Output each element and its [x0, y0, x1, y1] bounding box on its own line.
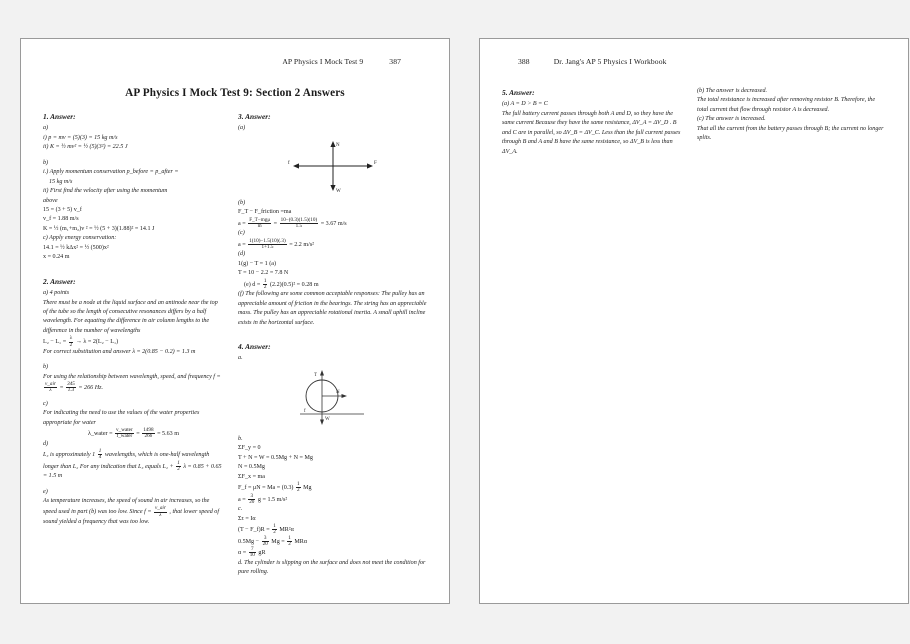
fraction [176, 461, 181, 473]
svg-text:W: W [324, 416, 330, 422]
two-column-body [502, 87, 886, 164]
answer-1-b-i-cont: 15 kg m/s [49, 178, 73, 185]
answer-4-b-eq3: N = 0.5Mg [238, 464, 265, 471]
answer-4-heading: 4. Answer: [238, 341, 271, 351]
svg-text:f: f [303, 408, 306, 414]
two-column-body [43, 111, 427, 585]
fraction-numerator: 1 [288, 534, 291, 541]
fraction [115, 428, 134, 440]
answer-3-e-eq [238, 279, 427, 291]
svg-text:T: T [313, 372, 317, 378]
answer-4-c-eq4 [238, 547, 427, 559]
answer-1-part-b-label: b) [43, 159, 49, 166]
fraction-denominator: m [257, 223, 262, 230]
answer-2-b-label: b) [43, 364, 49, 371]
fraction-denominator: 1+1.5 [261, 244, 274, 251]
answer-4-c3-lhs: 0.5Mg − [238, 538, 260, 545]
answer-3-block [238, 111, 427, 328]
fraction-numerator: λ [69, 335, 73, 342]
column-right [697, 87, 886, 164]
answer-4-b-eq5 [238, 482, 427, 494]
fraction [296, 482, 301, 494]
answer-2-e-part2: , that lower speed of sound yielded a frequency that was too low. [43, 509, 220, 525]
fraction [263, 279, 268, 291]
answer-4-c-eq2 [238, 524, 427, 536]
answer-2-eq-1-rhs: → λ = 2(L₂ − L₁) [75, 339, 119, 346]
answer-4-b-eq2: T + N = W = 0.5Mg + N = Mg [238, 454, 313, 461]
answer-2-b-sentence: For using the relationship between wavelength, speed, and frequency f = [43, 373, 221, 380]
answer-1-block [43, 111, 224, 263]
equals-sign: = [59, 385, 64, 392]
answer-1-eq-3: K = ½ (m₁+m₂)v ² = ½ (5 + 3)(1.88)² = 14.1 J [43, 225, 155, 232]
fraction-numerator: 3 [262, 536, 269, 542]
fraction [287, 536, 292, 548]
fraction [272, 524, 277, 536]
column-left [43, 111, 224, 585]
answer-3-b-result: = 3.67 m/s [320, 220, 347, 227]
fraction-denominator: 2 [177, 465, 180, 472]
free-body-axes-diagram [238, 138, 427, 194]
fraction-denominator: 20 [262, 540, 268, 547]
answer-4-b6-rhs: g = 1.5 m/s² [257, 496, 288, 503]
fraction [69, 336, 74, 348]
answer-4-c-eq1: Στ = Iα [238, 515, 256, 522]
answer-2-c-text: For indicating the need to use the values of the water properties appropriate for water [43, 410, 200, 426]
answer-2-a-label: a) 4 points [43, 290, 70, 297]
answer-4-c2-rhs: MR²α [279, 527, 294, 534]
answer-4-b-eq6 [238, 494, 427, 506]
answer-4-a-label: a. [238, 355, 243, 362]
fraction-denominator: 2 [263, 283, 267, 290]
answer-2-d-part1: L₃ is approximately 1 [43, 451, 96, 458]
answer-4-c3-rhs: MRα [294, 538, 308, 545]
answer-5-c-label: (c) The answer is increased. [697, 116, 766, 123]
answer-1-b-i: i.) Apply momentum conservation p_before = p_after = [43, 169, 179, 176]
answer-2-a-text: There must be a node at the liquid surface and an antinode near the top of the tube so the length of consecutive resonances differs by a half wavelength. For equating the difference in air column lengths to the difference in the number of wavelengths [43, 299, 218, 334]
fraction-denominator: 1.3 [67, 387, 75, 394]
answer-1-b-ii: ii) First find the velocity after using the momentum [43, 188, 168, 195]
book-title: Dr. Jang's AP 5 Physics I Workbook [553, 57, 667, 66]
answer-2-d-label: d) [43, 440, 49, 447]
answer-4-c2-lhs: (T − F_f)R = [238, 527, 270, 534]
answer-1-eq-2: v_f = 1.88 m/s [43, 216, 79, 223]
fraction-denominator: 2 [273, 529, 276, 536]
answer-4-b-eq1: ΣF_y = 0 [238, 445, 261, 452]
answer-2-eq-1 [43, 336, 224, 348]
column-right [238, 111, 427, 585]
answer-5-b-text: The total resistance is increased after removing resistor B. Therefore, the total current that flow through resistor A is decreased. [697, 97, 876, 113]
answer-4-block [238, 341, 427, 578]
answer-4-c3-mid: Mg = [271, 538, 285, 545]
fraction [142, 428, 154, 440]
answer-3-f-text: (f) The following are some common acceptable responses: The pulley has an appreciable amount of friction in the bearings. The string has an appreciable mass. The pulley has an appreciable rotational inertia. A small uphill incline exists in the horizontal surface. [238, 291, 427, 326]
fraction [154, 506, 167, 518]
fraction-numerator: v_air [45, 381, 56, 388]
fraction-denominator: 266 [144, 433, 153, 440]
answer-2-e-part1: As temperature increases, the speed of sound in air increases, so the speed used in part (b) was too low. Since f = [43, 498, 210, 516]
fraction-denominator: 1.5 [295, 223, 303, 230]
fraction-numerator: 1498 [143, 427, 154, 433]
fraction [262, 536, 269, 548]
answer-5-b-label: (b) The answer is decreased. [697, 88, 768, 94]
column-left [502, 87, 683, 164]
answer-3-d-eq2: T = 10 − 2.2 = 7.8 N [238, 270, 289, 277]
page-number-387: 387 [389, 57, 401, 66]
answer-4-b5-rhs: Mg [303, 485, 312, 492]
answer-5-a-label: (a) A = D > B = C [502, 101, 548, 108]
svg-text:N: N [335, 142, 340, 148]
answer-2-c-lhs: λ_water = [88, 430, 113, 437]
answer-2-d-part2: wavelengths, which is one-half wavelength longer than L₂ For any indication that L₃ equals L₂ + [43, 451, 210, 470]
fraction-numerator: 3 [248, 494, 255, 500]
fraction [248, 494, 255, 506]
fraction-denominator: 4 [98, 454, 102, 461]
fraction-numerator: v_water [116, 427, 133, 433]
fraction-denominator: λ [159, 511, 162, 518]
running-head-title: AP Physics I Mock Test 9 [282, 57, 364, 66]
answer-1-part-a-label: a) [43, 125, 49, 132]
answer-3-d-eq1: 1(g) − T = 1 (a) [238, 260, 276, 267]
answer-3-b-lhs: a = [238, 220, 246, 227]
answer-3-a-label: (a) [238, 125, 246, 132]
answer-4-b5-lhs: F_f = μN = Ma = (0.3) [238, 485, 294, 492]
page-387 [20, 38, 450, 604]
answer-2-e-text [43, 497, 224, 527]
equals-sign: = [136, 430, 140, 437]
fraction-numerator: 345 [67, 381, 75, 388]
answer-5-a-text: The full battery current passes through both A and D, so they have the same current Because they have the same resistance, ΔV_A = ΔV_D . B and C are in parallel, so ΔV_B = ΔV_C. Less than the full current passes through B and A and B have the same resistance, so ΔV_B is less than ΔV_A. [502, 110, 681, 155]
answer-4-b-eq4: ΣF_x = ma [238, 473, 265, 480]
page-388 [479, 38, 909, 604]
answer-2-d-part3: λ = 0.85 + 0.65 = 1.5 m [43, 463, 222, 480]
answer-3-d-label: (d) [238, 251, 246, 258]
answer-5-heading: 5. Answer: [502, 88, 535, 97]
svg-text:W: W [335, 188, 341, 194]
fraction [280, 218, 319, 230]
answer-2-c-equation [43, 428, 224, 440]
running-head-left-page [43, 57, 427, 71]
svg-text:f: f [287, 160, 290, 166]
answer-2-d-text [43, 449, 224, 482]
fraction [66, 382, 76, 394]
cylinder-free-body-diagram [238, 368, 427, 430]
answer-1-part-c: c) Apply energy conservation: [43, 235, 117, 242]
answer-3-c-label: (c) [238, 230, 245, 237]
answer-1-heading: 1. Answer: [43, 112, 76, 121]
answer-4-c-label: c. [238, 506, 243, 513]
answer-1-a-ii: ii) K = ½ mv² = ½ (5)(3²) = 22.5 J [43, 144, 128, 151]
answer-2-e-label: e) [43, 488, 48, 495]
answer-2-block [43, 276, 224, 528]
answer-3-e-rhs: (2.2)(0.5)² = 0.28 m [269, 281, 319, 288]
fraction-numerator: 7 [249, 547, 256, 553]
fraction-denominator: 20 [249, 498, 255, 505]
svg-text:F: F [373, 160, 377, 166]
answer-4-c-eq3 [238, 536, 427, 548]
fraction-denominator: 2 [288, 540, 291, 547]
fraction [44, 382, 57, 394]
answer-4-c4-rhs: gR [258, 550, 266, 557]
axes-vectors-svg [273, 138, 393, 194]
answer-5-c-text: That all the current from the battery passes through B; the current no longer splits. [697, 125, 884, 142]
answer-4-d-text: d. The cylinder is slipping on the surface and does not meet the condition for pure rolling. [238, 559, 426, 576]
answer-3-c-eq [238, 239, 427, 251]
page-number-388: 388 [518, 57, 530, 66]
fraction-denominator: λ [49, 387, 52, 394]
answer-4-b6-lhs: a = [238, 496, 246, 503]
answer-4-c4-lhs: α = [238, 550, 247, 557]
svg-text:N: N [335, 389, 340, 395]
answer-2-b-result: = 266 Hz. [78, 385, 104, 392]
fraction [98, 449, 103, 461]
fraction-numerator: 1 [177, 459, 180, 466]
answer-3-c-lhs: a = [238, 241, 246, 248]
cylinder-forces-svg [278, 368, 388, 430]
answer-1-eq-1: 15 = (3 + 5) v_f [43, 206, 82, 213]
answer-2-b-text [43, 373, 224, 394]
answer-1-a-i: i) p = mv = (5)(3) = 15 kg m/s [43, 134, 118, 141]
fraction [249, 547, 256, 559]
answer-3-heading: 3. Answer: [238, 112, 271, 121]
fraction-numerator: 10−(0.3)(1.5)(10) [280, 216, 318, 223]
answer-3-b-eq2 [238, 218, 427, 230]
equals-sign: = [273, 220, 278, 227]
answer-2-a-substitution: For correct substitution and answer λ = 2(0.85 − 0.2) = 1.3 m [43, 348, 196, 355]
fraction-numerator: v_air [154, 505, 166, 512]
fraction-numerator: 1 [263, 277, 267, 284]
answer-4-b-label: b. [238, 435, 243, 442]
answer-2-c-label: c) [43, 400, 48, 407]
page-title: AP Physics I Mock Test 9: Section 2 Answers [125, 87, 345, 99]
fraction-numerator: 1 [273, 523, 276, 530]
answer-3-b-label: (b) [238, 199, 246, 206]
fraction-numerator: F_T−mgμ [249, 216, 271, 223]
answer-5-block [502, 87, 683, 157]
answer-3-c-result: = 2.2 m/s² [289, 241, 315, 248]
answer-1-b-ii-cont: above [43, 197, 58, 204]
fraction-denominator: 2 [296, 487, 300, 494]
fraction-numerator: 1 [296, 481, 300, 488]
fraction [248, 218, 271, 230]
fraction-denominator: 10 [249, 552, 255, 559]
running-head-right-page [502, 57, 886, 71]
fraction [248, 239, 287, 251]
fraction-denominator: f_water [116, 433, 133, 440]
answer-1-eq-5: x = 0.24 m [43, 254, 70, 261]
fraction-numerator: 1(10)−1.5(10)(.3) [249, 237, 286, 244]
answer-3-b-eq1: F_T − F_friction =ma [238, 209, 292, 216]
answer-3-e-lhs: (e) d = [244, 281, 261, 288]
answer-2-eq-1-lhs: L₂ − L₁ = [43, 339, 67, 346]
fraction-numerator: 1 [98, 448, 102, 454]
answer-1-eq-4: 14.1 = ½ kΔx² = ½ (500)x² [43, 244, 109, 251]
answer-2-c-result: = 5.63 m [157, 430, 179, 437]
answer-2-heading: 2. Answer: [43, 276, 76, 286]
fraction-denominator: 2 [69, 341, 73, 348]
